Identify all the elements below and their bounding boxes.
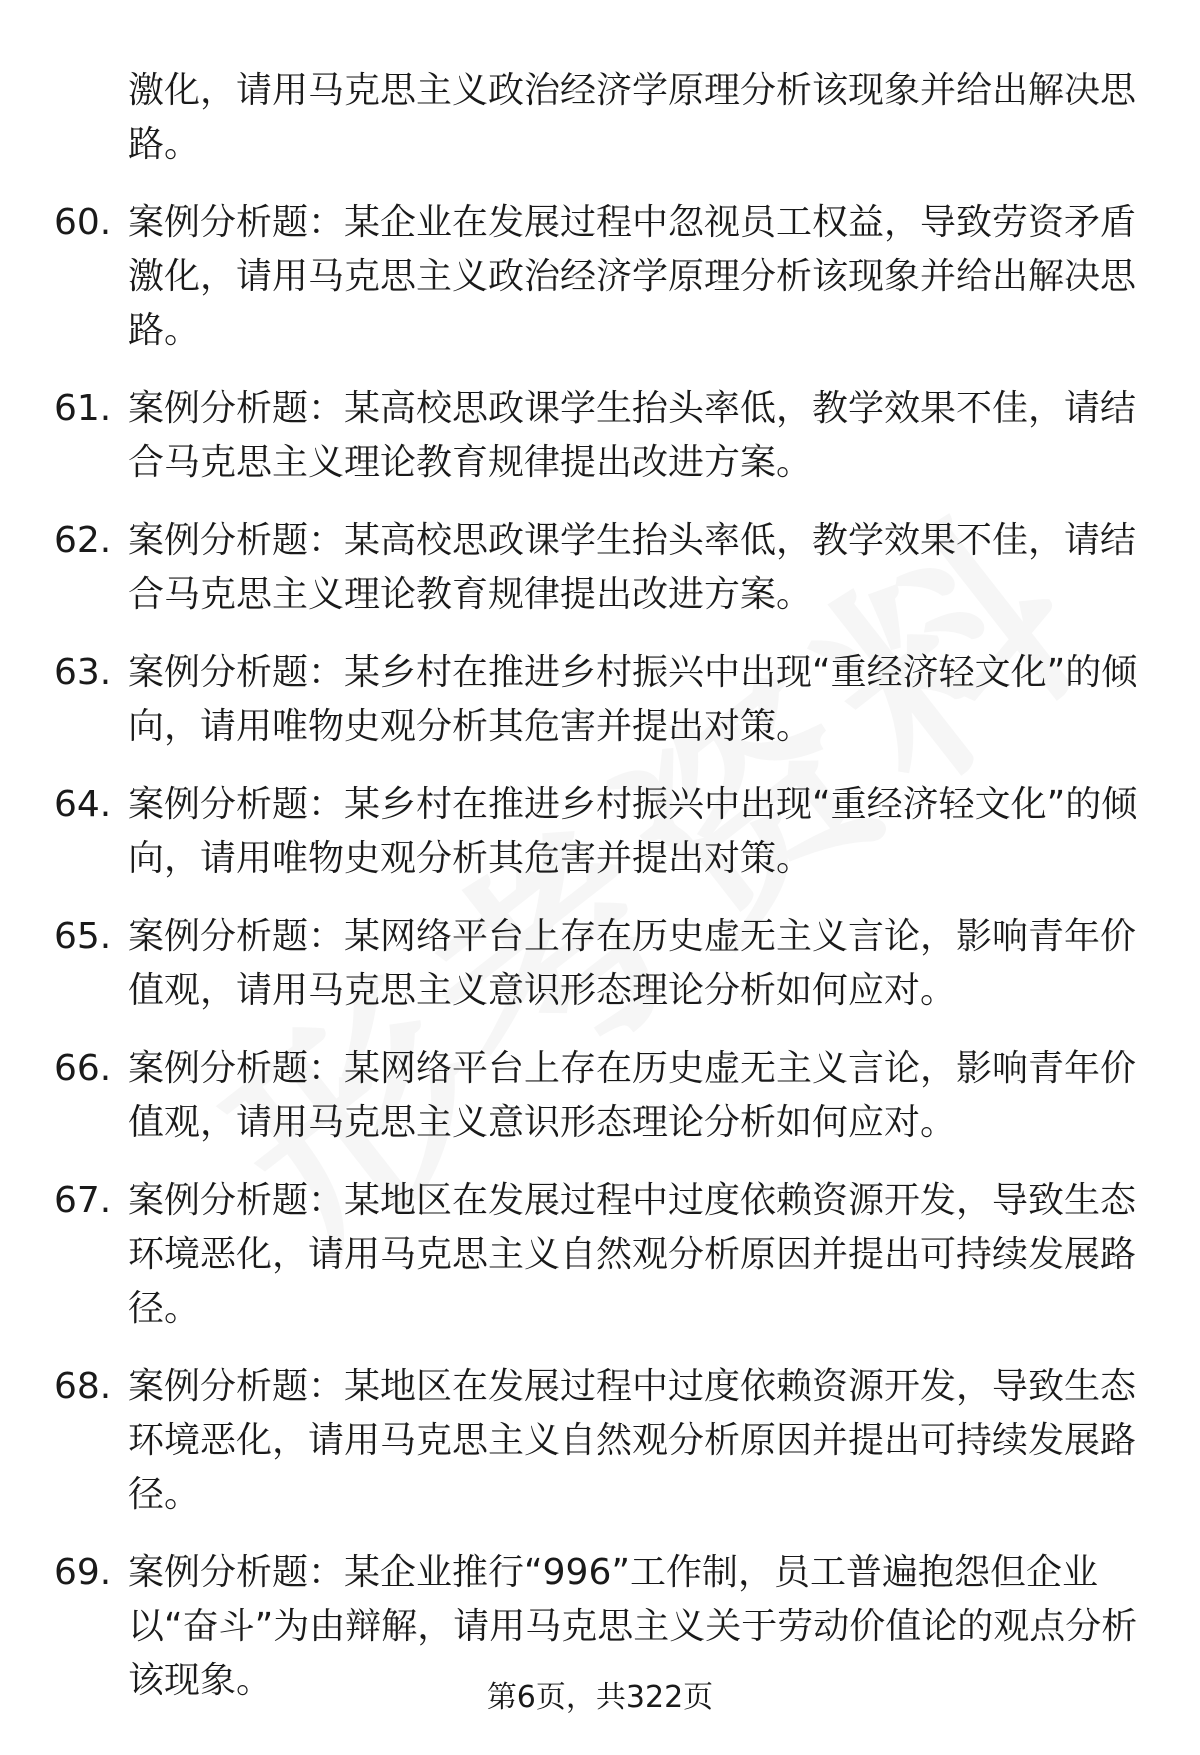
item-number: 69. <box>54 1552 112 1593</box>
item-text: 案例分析题：某高校思政课学生抬头率低，教学效果不佳，请结合马克思主义理论教育规律提出改进方案。 <box>128 388 1137 483</box>
list-item <box>0 1174 1200 1336</box>
question-list <box>0 64 1200 1732</box>
list-item <box>0 778 1200 886</box>
continued-question-text: 激化，请用马克思主义政治经济学原理分析该现象并给出解决思路。 <box>128 70 1137 165</box>
item-text: 案例分析题：某地区在发展过程中过度依赖资源开发，导致生态环境恶化，请用马克思主义自然观分析原因并提出可持续发展路径。 <box>128 1180 1137 1329</box>
item-text: 案例分析题：某企业在发展过程中忽视员工权益，导致劳资矛盾激化，请用马克思主义政治经济学原理分析该现象并给出解决思路。 <box>128 202 1137 351</box>
item-number: 61. <box>54 388 112 429</box>
item-text: 案例分析题：某网络平台上存在历史虚无主义言论，影响青年价值观，请用马克思主义意识形态理论分析如何应对。 <box>128 1048 1137 1143</box>
item-text: 案例分析题：某企业推行“996”工作制，员工普遍抱怨但企业以“奋斗”为由辩解，请用马克思主义关于劳动价值论的观点分析该现象。 <box>128 1552 1138 1701</box>
list-item <box>0 1042 1200 1150</box>
list-item <box>0 514 1200 622</box>
item-text: 案例分析题：某网络平台上存在历史虚无主义言论，影响青年价值观，请用马克思主义意识形态理论分析如何应对。 <box>128 916 1137 1011</box>
item-text: 案例分析题：某乡村在推进乡村振兴中出现“重经济轻文化”的倾向，请用唯物史观分析其危害并提出对策。 <box>128 652 1138 747</box>
list-item <box>0 910 1200 1018</box>
page-footer: 第6页，共322页 <box>486 1680 714 1715</box>
item-number: 60. <box>54 202 112 243</box>
list-item <box>0 196 1200 358</box>
item-number: 66. <box>54 1048 112 1089</box>
item-text: 案例分析题：某乡村在推进乡村振兴中出现“重经济轻文化”的倾向，请用唯物史观分析其危害并提出对策。 <box>128 784 1138 879</box>
item-text: 案例分析题：某地区在发展过程中过度依赖资源开发，导致生态环境恶化，请用马克思主义自然观分析原因并提出可持续发展路径。 <box>128 1366 1137 1515</box>
item-number: 67. <box>54 1180 112 1221</box>
list-item <box>0 646 1200 754</box>
list-item <box>0 1360 1200 1522</box>
item-number: 63. <box>54 652 112 693</box>
item-number: 65. <box>54 916 112 957</box>
list-item <box>0 382 1200 490</box>
item-number: 68. <box>54 1366 112 1407</box>
item-number: 64. <box>54 784 112 825</box>
item-text: 案例分析题：某高校思政课学生抬头率低，教学效果不佳，请结合马克思主义理论教育规律提出改进方案。 <box>128 520 1137 615</box>
item-number: 62. <box>54 520 112 561</box>
